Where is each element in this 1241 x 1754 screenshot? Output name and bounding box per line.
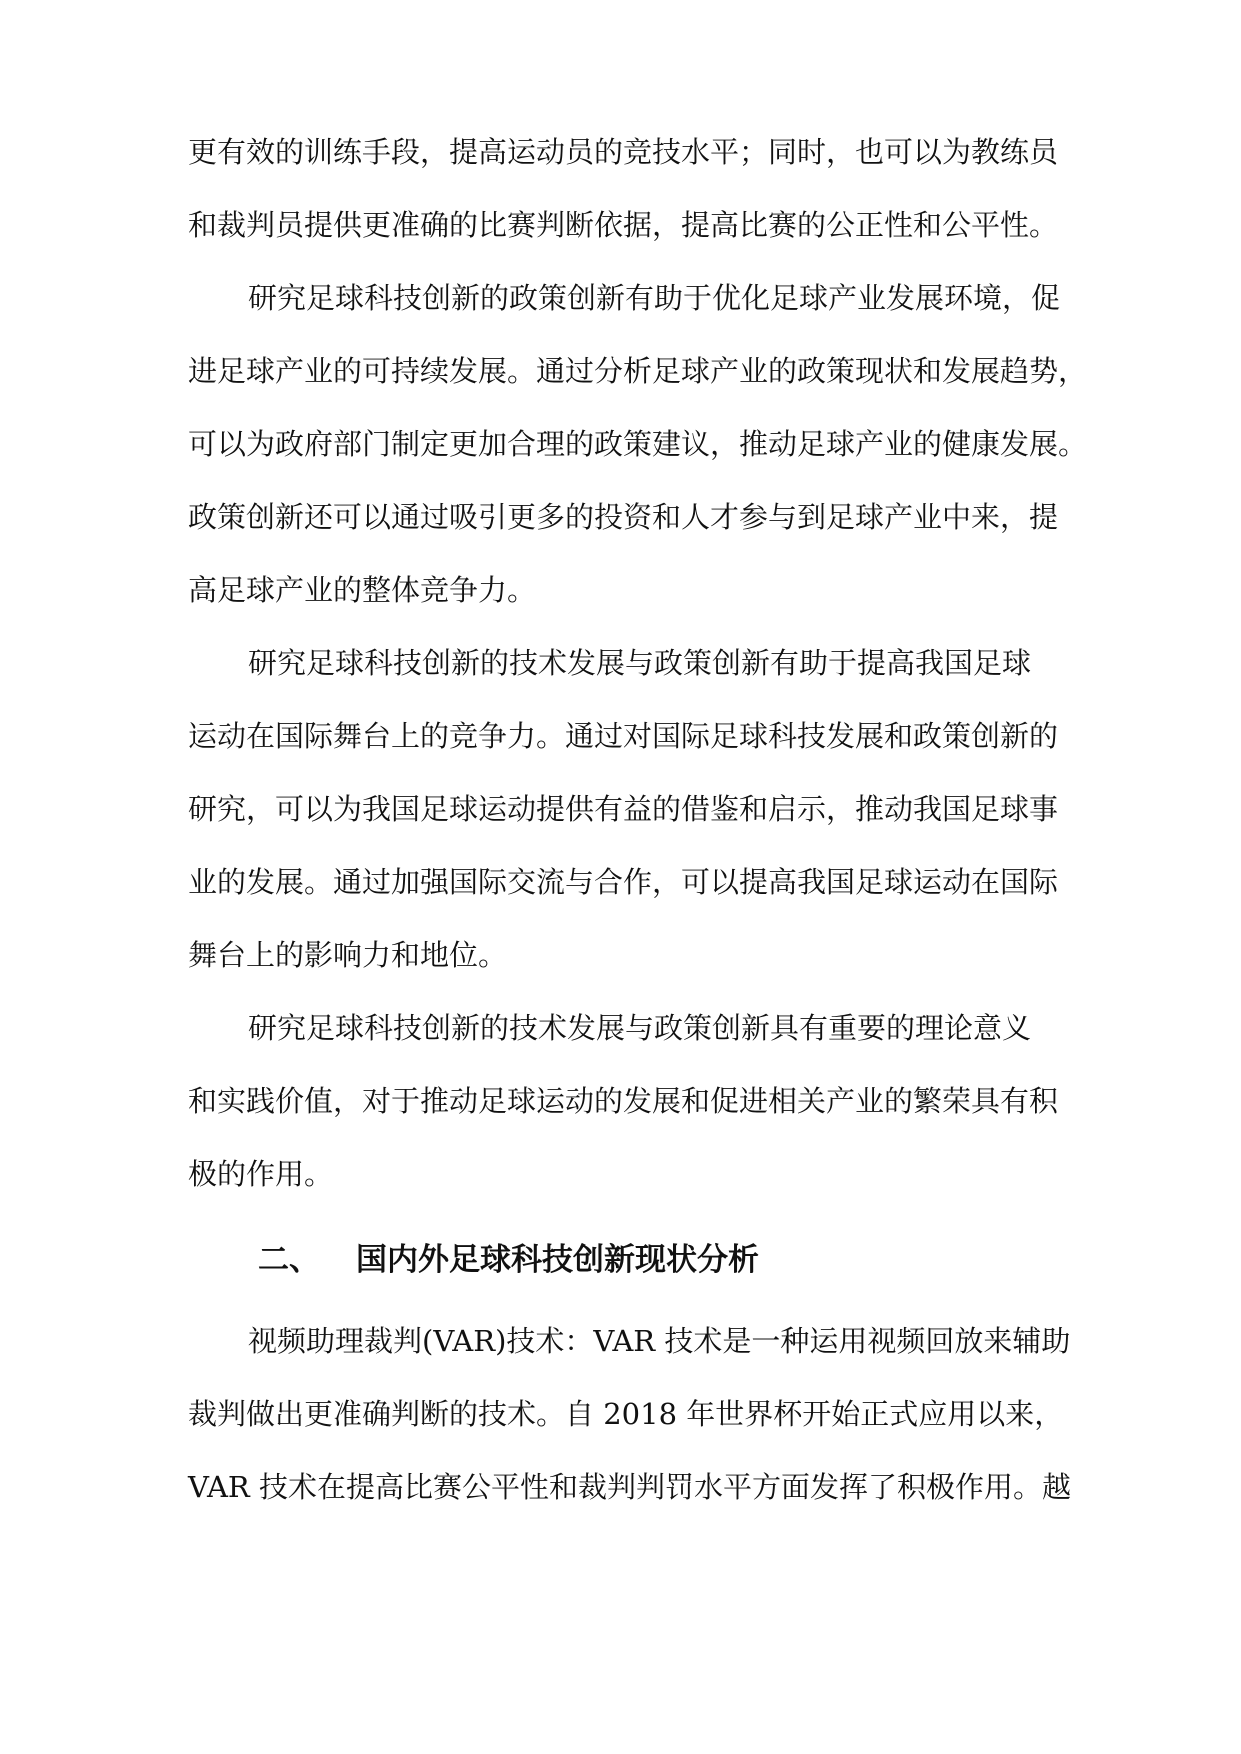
- paragraph-1-line-2: 和裁判员提供更准确的比赛判断依据，提高比赛的公正性和公平性。: [188, 208, 1059, 242]
- paragraph-2-line-4: 政策创新还可以通过吸引更多的投资和人才参与到足球产业中来，提: [188, 500, 1059, 534]
- section-paragraph-line-2: 裁判做出更准确判断的技术。自 2018 年世界杯开始正式应用以来，: [188, 1397, 1064, 1431]
- paragraph-3-line-1: 研究足球科技创新的技术发展与政策创新有助于提高我国足球: [248, 646, 1032, 680]
- paragraph-2-line-1: 研究足球科技创新的政策创新有助于优化足球产业发展环境，促: [248, 281, 1061, 315]
- section-heading-title: 国内外足球科技创新现状分析: [356, 1242, 759, 1278]
- paragraph-4-line-2: 和实践价值，对于推动足球运动的发展和促进相关产业的繁荣具有积: [188, 1084, 1059, 1118]
- paragraph-3-line-5: 舞台上的影响力和地位。: [188, 938, 508, 972]
- paragraph-4-line-3: 极的作用。: [188, 1157, 334, 1191]
- paragraph-3-line-2: 运动在国际舞台上的竞争力。通过对国际足球科技发展和政策创新的: [188, 719, 1059, 753]
- paragraph-3-line-3: 研究，可以为我国足球运动提供有益的借鉴和启示，推动我国足球事: [188, 792, 1059, 826]
- paragraph-1-line-1: 更有效的训练手段，提高运动员的竞技水平；同时，也可以为教练员: [188, 135, 1059, 169]
- section-heading: [258, 1240, 759, 1280]
- paragraph-2-line-5: 高足球产业的整体竞争力。: [188, 573, 537, 607]
- section-paragraph-line-3: VAR 技术在提高比赛公平性和裁判判罚水平方面发挥了积极作用。越: [188, 1470, 1071, 1504]
- paragraph-2-line-3: 可以为政府部门制定更加合理的政策建议，推动足球产业的健康发展。: [188, 427, 1088, 461]
- paragraph-2-line-2: 进足球产业的可持续发展。通过分析足球产业的政策现状和发展趋势，: [188, 354, 1088, 388]
- paragraph-3-line-4: 业的发展。通过加强国际交流与合作，可以提高我国足球运动在国际: [188, 865, 1059, 899]
- section-paragraph-line-1: 视频助理裁判(VAR)技术：VAR 技术是一种运用视频回放来辅助: [248, 1324, 1071, 1358]
- section-heading-number: 二、: [258, 1242, 320, 1278]
- paragraph-4-line-1: 研究足球科技创新的技术发展与政策创新具有重要的理论意义: [248, 1011, 1032, 1045]
